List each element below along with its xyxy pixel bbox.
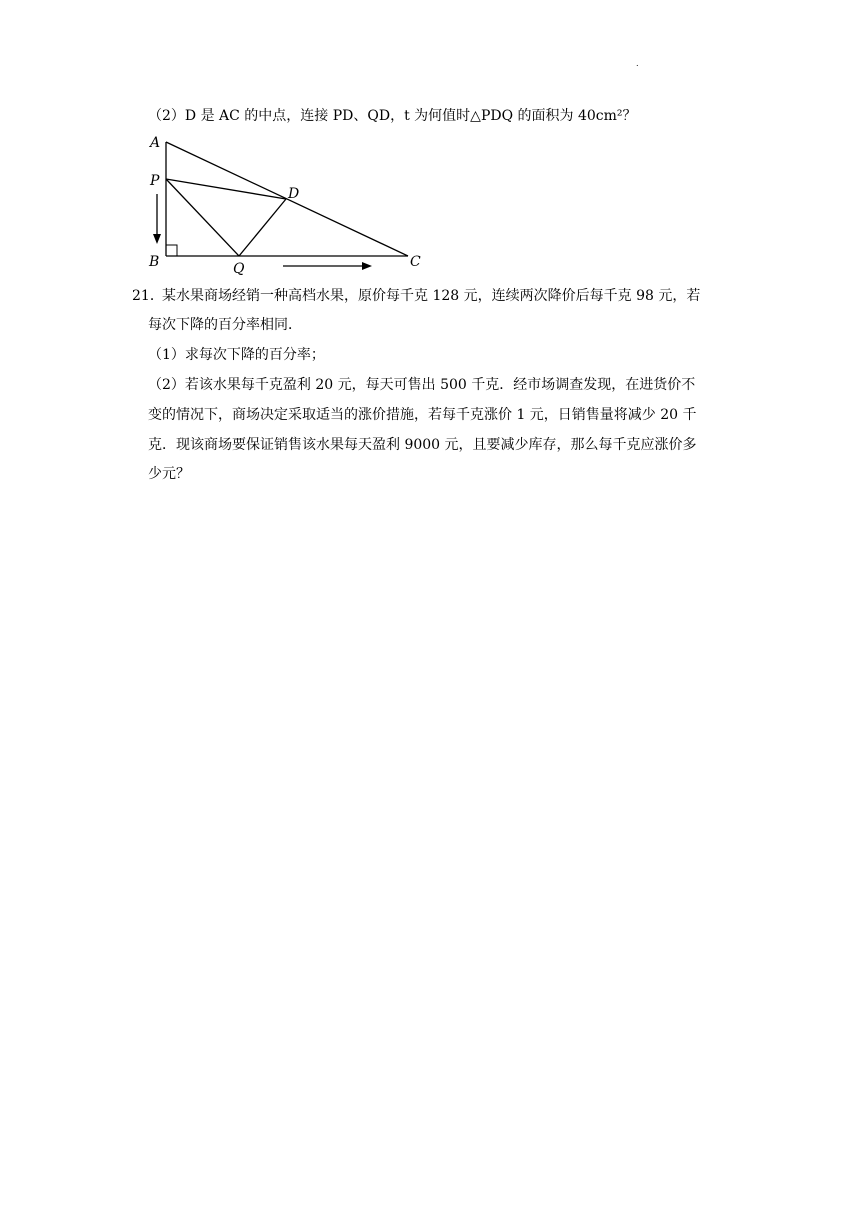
question-20-part-2: （2）D 是 AC 的中点，连接 PD、QD，t 为何值时△PDQ 的面积为 40cm²？ — [148, 108, 637, 124]
segment-pd — [166, 179, 286, 199]
arrow-down-head — [153, 234, 161, 244]
label-b: B — [149, 254, 160, 270]
label-d: D — [288, 186, 300, 202]
question-21-part-2-line-4: 少元？ — [148, 466, 190, 482]
question-21-part-2-line-3: 克．现该商场要保证销售该水果每天盈利 9000 元，且要减少库存，那么每千克应涨价多 — [148, 437, 697, 453]
label-c: C — [410, 254, 421, 270]
segment-pq — [166, 179, 239, 256]
label-a: A — [150, 135, 161, 151]
question-21-number: 21． — [132, 288, 164, 304]
arrow-right-head — [362, 262, 372, 270]
segment-qd — [239, 199, 286, 256]
right-angle-mark — [166, 245, 177, 256]
question-21-part-2-line-1: （2）若该水果每千克盈利 20 元，每天可售出 500 千克．经市场调查发现，在进货价不 — [148, 377, 696, 393]
question-21-part-2-line-2: 变的情况下，商场决定采取适当的涨价措施，若每千克涨价 1 元，日销售量将减少 20 千 — [148, 407, 697, 423]
question-21-line-1: 某水果商场经销一种高档水果，原价每千克 128 元，连续两次降价后每千克 98 元，若 — [162, 288, 701, 304]
page-dot: . — [636, 59, 639, 68]
label-q: Q — [233, 261, 245, 277]
label-p: P — [150, 173, 160, 189]
question-21-part-1: （1）求每次下降的百分率； — [148, 347, 325, 363]
side-ac — [166, 142, 408, 256]
triangle-figure — [140, 130, 440, 278]
question-21-line-2: 每次下降的百分率相同． — [148, 317, 302, 333]
